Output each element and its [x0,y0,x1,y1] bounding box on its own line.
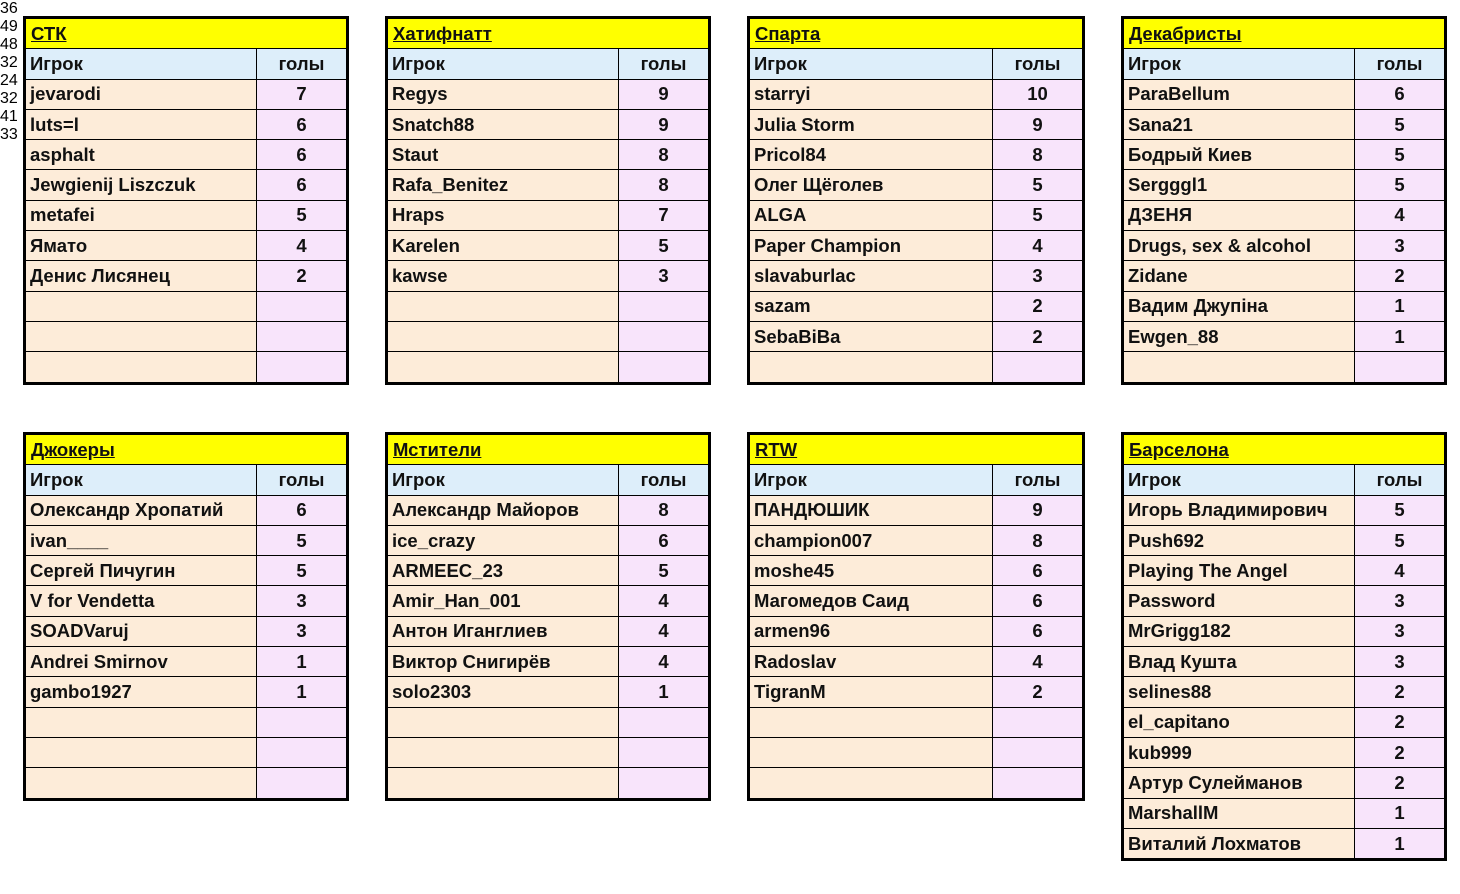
player-row [388,291,709,321]
player-name: sazam [750,291,993,321]
player-name: MrGrigg182 [1124,616,1355,646]
player-row [750,200,1083,230]
player-goals: 8 [993,525,1083,555]
player-name: Игорь Владимирович [1124,495,1355,525]
player-row [1124,495,1445,525]
player-name: Сергей Пичугин [26,556,257,586]
player-name: Бодрый Киев [1124,140,1355,170]
team-total-goals: 24 [0,72,18,89]
player-goals: 3 [1355,616,1445,646]
team-table [23,16,349,385]
player-name: kub999 [1124,737,1355,767]
player-goals: 5 [257,556,347,586]
player-row [750,109,1083,139]
player-name: ПАНДЮШИК [750,495,993,525]
column-header-goals: голы [993,465,1083,495]
player-goals [619,768,709,798]
team-table [23,432,349,801]
player-goals: 3 [1355,647,1445,677]
player-row [388,261,709,291]
player-row [1124,170,1445,200]
player-goals: 4 [993,231,1083,261]
player-goals: 9 [993,109,1083,139]
player-name: moshe45 [750,556,993,586]
player-row [26,200,347,230]
player-goals [993,768,1083,798]
player-name: ДЗЕНЯ [1124,200,1355,230]
player-goals: 2 [993,291,1083,321]
player-goals: 3 [1355,586,1445,616]
player-row [26,556,347,586]
player-goals: 3 [1355,231,1445,261]
player-name: solo2303 [388,677,619,707]
player-goals: 7 [619,200,709,230]
player-goals: 5 [993,200,1083,230]
player-row [750,647,1083,677]
player-name: TigranM [750,677,993,707]
player-row [388,525,709,555]
player-goals: 6 [257,495,347,525]
player-name: luts=l [26,109,257,139]
player-row [388,170,709,200]
player-row [26,616,347,646]
player-goals: 5 [619,556,709,586]
player-row [1124,525,1445,555]
player-goals: 8 [619,170,709,200]
player-goals [993,352,1083,382]
player-row [1124,231,1445,261]
player-row [750,586,1083,616]
player-row [26,768,347,798]
team-table [747,16,1085,385]
player-row [388,677,709,707]
player-row [388,586,709,616]
player-row [1124,768,1445,798]
player-goals: 6 [257,109,347,139]
player-goals: 5 [257,525,347,555]
player-row [388,200,709,230]
player-row [1124,647,1445,677]
player-name: SebaBiBa [750,321,993,351]
player-row [1124,200,1445,230]
column-header-player: Игрок [750,49,993,79]
player-row [750,707,1083,737]
team-name: RTW [750,435,1083,465]
player-row [26,261,347,291]
player-row [388,737,709,767]
player-goals: 4 [1355,556,1445,586]
player-row [388,321,709,351]
player-goals: 4 [993,647,1083,677]
player-goals: 8 [619,495,709,525]
column-header-player: Игрок [388,49,619,79]
player-goals: 1 [257,677,347,707]
player-goals: 5 [1355,140,1445,170]
player-row [750,321,1083,351]
player-name: Rafa_Benitez [388,170,619,200]
player-goals [257,352,347,382]
column-header-goals: голы [619,465,709,495]
player-goals: 5 [993,170,1083,200]
player-name: MarshallM [1124,798,1355,828]
team-total-goals: 32 [0,54,18,71]
player-goals: 6 [993,586,1083,616]
player-goals: 3 [257,586,347,616]
player-row [26,79,347,109]
player-name: Snatch88 [388,109,619,139]
player-name: champion007 [750,525,993,555]
player-row [388,140,709,170]
player-name: Виталий Лохматов [1124,828,1355,858]
player-name: SOADVaruj [26,616,257,646]
player-row [750,768,1083,798]
player-row [1124,79,1445,109]
column-header-goals: голы [1355,465,1445,495]
player-row [1124,828,1445,858]
player-row [26,677,347,707]
player-goals: 4 [1355,200,1445,230]
player-row [750,170,1083,200]
player-row [388,556,709,586]
player-goals: 6 [257,170,347,200]
team-name: Спарта [750,19,1083,49]
player-goals: 1 [1355,798,1445,828]
column-header-goals: голы [619,49,709,79]
player-goals: 2 [1355,737,1445,767]
player-row [1124,677,1445,707]
player-name: Sana21 [1124,109,1355,139]
player-row [26,109,347,139]
player-row [750,231,1083,261]
player-name: Ямато [26,231,257,261]
player-name: Drugs, sex & alcohol [1124,231,1355,261]
player-name [26,768,257,798]
player-name: Pricol84 [750,140,993,170]
player-name: slavaburlac [750,261,993,291]
player-goals [1355,352,1445,382]
player-goals [619,707,709,737]
player-row [1124,321,1445,351]
player-name: Andrei Smirnov [26,647,257,677]
player-name: Password [1124,586,1355,616]
player-goals: 1 [257,647,347,677]
player-row [388,352,709,382]
player-name [1124,352,1355,382]
player-goals: 10 [993,79,1083,109]
player-row [750,556,1083,586]
player-row [750,677,1083,707]
player-name [750,707,993,737]
player-row [26,231,347,261]
player-name: Amir_Han_001 [388,586,619,616]
player-name: Ewgen_88 [1124,321,1355,351]
column-header-player: Игрок [388,465,619,495]
player-goals: 3 [619,261,709,291]
player-row [750,495,1083,525]
player-name [26,321,257,351]
team-table [385,432,711,801]
column-header-player: Игрок [26,465,257,495]
player-name: Антон Иганглиев [388,616,619,646]
player-row [750,261,1083,291]
team-total-goals: 33 [0,126,18,143]
column-header-goals: голы [1355,49,1445,79]
player-name: ParaBellum [1124,79,1355,109]
player-row [26,647,347,677]
column-header-player: Игрок [1124,49,1355,79]
player-goals [257,321,347,351]
player-name [26,352,257,382]
player-goals: 4 [619,586,709,616]
player-name: Олександр Хропатий [26,495,257,525]
player-goals: 3 [993,261,1083,291]
team-name: Декабристы [1124,19,1445,49]
player-goals: 9 [993,495,1083,525]
player-name: Артур Сулейманов [1124,768,1355,798]
player-row [26,495,347,525]
player-name: Виктор Снигирёв [388,647,619,677]
player-name: ice_crazy [388,525,619,555]
player-name [388,737,619,767]
player-goals: 5 [1355,170,1445,200]
player-name [388,352,619,382]
player-goals: 9 [619,79,709,109]
player-row [26,291,347,321]
team-name: Джокеры [26,435,347,465]
player-goals: 4 [257,231,347,261]
player-name [750,737,993,767]
player-goals: 6 [619,525,709,555]
player-goals: 2 [1355,768,1445,798]
player-name: V for Vendetta [26,586,257,616]
player-goals: 8 [993,140,1083,170]
player-row [1124,616,1445,646]
player-name: starryi [750,79,993,109]
team-total-goals: 32 [0,90,18,107]
player-row [26,707,347,737]
player-row [750,140,1083,170]
player-goals [993,737,1083,767]
player-row [750,291,1083,321]
player-goals: 6 [993,556,1083,586]
player-row [1124,140,1445,170]
player-row [388,231,709,261]
team-table [385,16,711,385]
column-header-player: Игрок [1124,465,1355,495]
player-row [26,525,347,555]
player-name: Влад Кушта [1124,647,1355,677]
player-goals [257,768,347,798]
player-goals: 4 [619,616,709,646]
player-goals: 7 [257,79,347,109]
player-goals: 5 [257,200,347,230]
player-row [1124,707,1445,737]
player-name: Push692 [1124,525,1355,555]
team-table [1121,16,1447,385]
player-name: Playing The Angel [1124,556,1355,586]
player-goals: 2 [257,261,347,291]
player-row [750,79,1083,109]
player-name: ARMEEC_23 [388,556,619,586]
player-goals: 2 [1355,707,1445,737]
player-goals [619,291,709,321]
player-name: Sergggl1 [1124,170,1355,200]
player-name [750,352,993,382]
column-header-goals: голы [257,465,347,495]
player-row [1124,586,1445,616]
player-name [750,768,993,798]
player-name: kawse [388,261,619,291]
player-goals [257,707,347,737]
player-goals: 5 [619,231,709,261]
player-name: Олег Щёголев [750,170,993,200]
player-name: Zidane [1124,261,1355,291]
player-row [388,495,709,525]
team-total-goals: 48 [0,36,18,53]
player-row [1124,109,1445,139]
player-goals: 8 [619,140,709,170]
player-row [26,321,347,351]
player-row [26,586,347,616]
column-header-player: Игрок [750,465,993,495]
player-goals: 9 [619,109,709,139]
player-row [388,707,709,737]
player-name: metafei [26,200,257,230]
player-goals: 4 [619,647,709,677]
team-total-goals: 41 [0,108,18,125]
player-row [388,647,709,677]
player-goals: 6 [1355,79,1445,109]
player-row [388,109,709,139]
player-name: armen96 [750,616,993,646]
player-goals [619,737,709,767]
player-goals [619,321,709,351]
player-name [26,291,257,321]
column-header-goals: голы [257,49,347,79]
player-row [388,79,709,109]
player-row [1124,798,1445,828]
player-row [1124,556,1445,586]
team-table [747,432,1085,801]
player-row [1124,261,1445,291]
player-row [750,616,1083,646]
player-row [26,170,347,200]
player-goals: 6 [993,616,1083,646]
player-name: Вадим Джупіна [1124,291,1355,321]
player-row [750,737,1083,767]
player-name: Денис Лисянец [26,261,257,291]
player-name: Radoslav [750,647,993,677]
player-name [26,707,257,737]
player-goals: 3 [257,616,347,646]
player-row [26,352,347,382]
player-goals [257,737,347,767]
player-row [388,616,709,646]
player-goals: 2 [993,677,1083,707]
player-goals: 5 [1355,495,1445,525]
player-name: Regys [388,79,619,109]
player-row [750,352,1083,382]
player-name: ALGA [750,200,993,230]
player-name [388,707,619,737]
team-total-goals: 36 [0,0,18,17]
player-name: ivan____ [26,525,257,555]
team-name: СТК [26,19,347,49]
team-name: Мстители [388,435,709,465]
player-name: gambo1927 [26,677,257,707]
player-name: Jewgienij Liszczuk [26,170,257,200]
player-name: Staut [388,140,619,170]
player-goals: 1 [619,677,709,707]
team-name: Хатифнатт [388,19,709,49]
player-goals: 5 [1355,109,1445,139]
player-goals: 1 [1355,291,1445,321]
player-goals [257,291,347,321]
team-total-goals: 49 [0,18,18,35]
player-name: Paper Champion [750,231,993,261]
team-name: Барселона [1124,435,1445,465]
player-name: Магомедов Саид [750,586,993,616]
player-row [1124,737,1445,767]
player-goals: 2 [1355,261,1445,291]
player-name [388,321,619,351]
player-goals: 2 [993,321,1083,351]
column-header-goals: голы [993,49,1083,79]
player-name: Julia Storm [750,109,993,139]
player-name: Hraps [388,200,619,230]
player-goals [993,707,1083,737]
player-goals: 2 [1355,677,1445,707]
player-goals [619,352,709,382]
column-header-player: Игрок [26,49,257,79]
player-goals: 6 [257,140,347,170]
player-name [388,291,619,321]
player-row [26,140,347,170]
player-name [388,768,619,798]
player-row [750,525,1083,555]
player-goals: 1 [1355,321,1445,351]
player-row [388,768,709,798]
player-row [1124,291,1445,321]
player-goals: 1 [1355,828,1445,858]
player-row [26,737,347,767]
player-name: jevarodi [26,79,257,109]
player-name [26,737,257,767]
player-name: selines88 [1124,677,1355,707]
player-name: Karelen [388,231,619,261]
player-name: Александр Майоров [388,495,619,525]
player-name: asphalt [26,140,257,170]
player-goals: 5 [1355,525,1445,555]
player-row [1124,352,1445,382]
team-table [1121,432,1447,861]
player-name: el_capitano [1124,707,1355,737]
